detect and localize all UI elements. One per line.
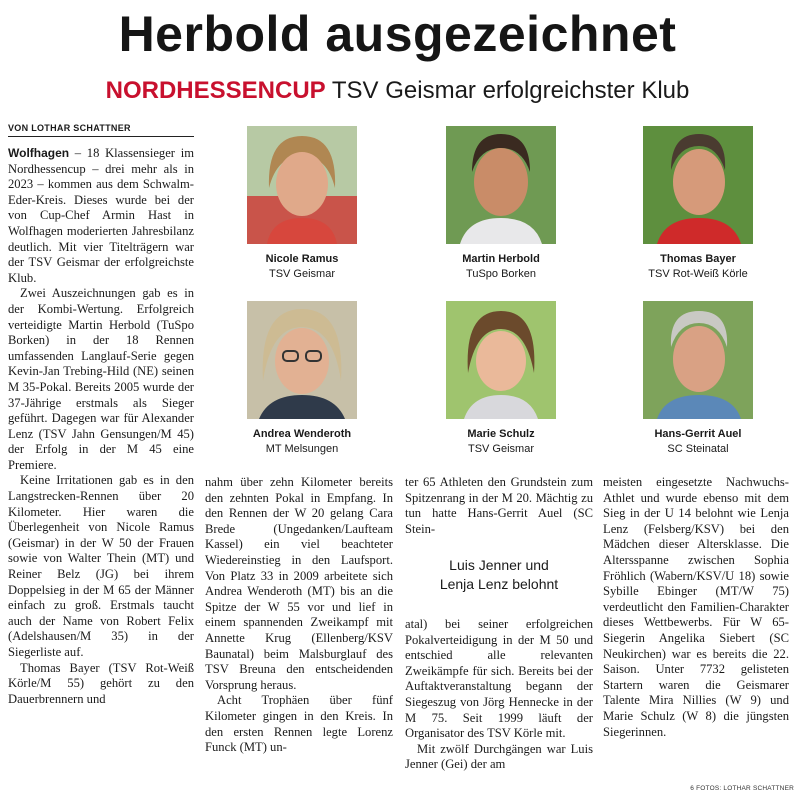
caption xyxy=(227,427,377,457)
headline: Herbold ausgezeichnet xyxy=(118,6,677,62)
portrait-image xyxy=(247,126,357,244)
photo-nicole-ramus xyxy=(247,126,357,244)
dateline: Wolfhagen xyxy=(8,146,70,160)
caption-club: TSV Rot-Weiß Körle xyxy=(648,268,748,280)
subline-text: TSV Geismar erfolgreichster Klub xyxy=(331,77,690,104)
caption xyxy=(227,252,377,282)
caption xyxy=(623,427,773,457)
article-paragraph: Mit zwölf Durchgängen war Luis Jenner (Gei) der am xyxy=(405,741,593,772)
article-paragraph: Thomas Bayer (TSV Rot-Weiß Körle/M 55) gehört zu den Dauerbrennern und xyxy=(8,660,194,706)
caption-name: Andrea Wenderoth xyxy=(252,428,352,440)
article-column-3 xyxy=(405,475,593,537)
article-paragraph: Zwei Auszeichnungen gab es in der Kombi-Wertung. Erfolgreich verteidigte Martin Herbold (TuSpo Borken) in der 18 Rennen umfassenden Langlauf-Serie gegen Kevin-Jan Trebing-Hild (NE) seinen M 35-Pokal. Bereits 2005 wurde der 37-Jährige erstmals als Sieger geführt. Dagegen war für Alexander Lenz (TSV Jahn Gensungen/M 45) der Erfolg in der M 45 eine Premiere. xyxy=(8,286,194,472)
caption-club: TSV Geismar xyxy=(268,268,335,280)
portrait-image xyxy=(643,301,753,419)
caption xyxy=(426,427,576,457)
caption-name: Martin Herbold xyxy=(462,253,540,265)
portrait-image xyxy=(446,126,556,244)
caption xyxy=(426,252,576,282)
article-column-4 xyxy=(603,475,789,740)
portrait-image xyxy=(643,126,753,244)
article-paragraph: atal) bei seiner erfolgreichen Pokalverteidigung in der M 50 und entschied alle relevanten Zweikämpfe für sich. Bereits bei der Auftaktveranstaltung begann der Siegeszug von Jörg Hennecke in der M 75. Seit 1999 läuft der Organisator des TSV Körle mit. xyxy=(405,617,593,741)
section-subhead: Luis Jenner und Lenja Lenz belohnt xyxy=(439,557,559,592)
portrait-image xyxy=(446,301,556,419)
caption-club: MT Melsungen xyxy=(265,443,339,455)
article-paragraph: meisten eingesetzte Nachwuchs-Athlet und wurde ebenso mit dem Sieg in der U 14 belohnt wie Lenja Lenz (Felsberg/KSV) bei den Mädchen dieser Altersklasse. Die Altersspanne zwischen Sophia Fröhlich (Wabern/KSV/U 18) sowie Sybille Ebinger (MT/W 75) verdeutlicht den Familien-Charakter dieses Wettbewerbs. Für W 65-Siegerin Angelika Siebert (SC Neukirchen) war es bereits die 22. Saison. Unter 7732 gelisteten Startern waren die Geismarer Talente Mira Nillies (W 9) und Marie Schulz (W 8) die jüngsten Siegerinnen. xyxy=(603,475,789,739)
article-paragraph: ter 65 Athleten den Grundstein zum Spitzenrang in der M 20. Mächtig zu tun hatte Hans-Gerrit Auel (SC Stein- xyxy=(405,475,593,536)
caption-club: TSV Geismar xyxy=(467,443,534,455)
article-paragraph: Keine Irritationen gab es in den Langstrecken-Rennen über 20 Kilometer. Hier waren die Überlegenheit von Nicole Ramus (Geismar) in der W 50 der Frauen sowie von Walter Thein (MT) und Reiner Belz (JG) bei ihrem Doppelsieg in der M 65 der Männer einfach zu groß. Erstmals taucht auch der Name von Robert Felix (Adelshausen/M 35) in der Siegerliste auf. xyxy=(8,473,194,659)
photo-martin-herbold xyxy=(446,126,556,244)
caption-name: Thomas Bayer xyxy=(660,253,736,265)
article-paragraph: Wolfhagen – 18 Klassensieger im Nordhessencup – drei mehr als in 2023 – kommen aus dem Schwalm-Eder-Kreis. Dieses wurde bei der von Cup-Chef Armin Hast in Wolfhagen moderierten Jahresbilanz deutlich. Mit vier Titelträgern war der TSV Geismar der erfolgreichste Klub. xyxy=(8,146,194,285)
caption-club: TuSpo Borken xyxy=(466,268,536,280)
subline xyxy=(0,76,795,106)
caption-club: SC Steinatal xyxy=(667,443,729,455)
portrait-image xyxy=(247,301,357,419)
caption-name: Marie Schulz xyxy=(467,428,535,440)
article-paragraph: nahm über zehn Kilometer bereits den zehnten Pokal in Empfang. In den Rennen der W 20 gelang Cara Brede (Ungedanken/Laufteam Kassel) ein viel beachteter Wiedereinstieg in den Laufsport. Von Platz 33 in 2009 arbeitete sich Andrea Wenderoth (MT) bis an die Spitze der W 55 vor und lief in einem spannenden Zweikampf mit Annette Krug (Ellenberg/KSV Baunatal) beim Malsburglauf des TSV Breuna den entscheidenden Vorsprung heraus. xyxy=(205,475,393,692)
photo-thomas-bayer xyxy=(643,126,753,244)
caption-name: Hans-Gerrit Auel xyxy=(654,428,742,440)
photo-andrea-wenderoth xyxy=(247,301,357,419)
caption-name: Nicole Ramus xyxy=(265,253,339,265)
article-column-2 xyxy=(205,475,393,756)
article-column-1 xyxy=(8,146,194,707)
photo-credit: 6 FOTOS: LOTHAR SCHATTNER xyxy=(690,785,794,792)
article-column-3-continued xyxy=(405,617,593,773)
article-paragraph: Acht Trophäen über fünf Kilometer gingen in den Kreis. In den ersten Rennen legte Lorenz Funck (MT) un- xyxy=(205,693,393,755)
caption xyxy=(623,252,773,282)
photo-marie-schulz xyxy=(446,301,556,419)
subline-kicker: NORDHESSENCUP xyxy=(105,77,326,104)
byline: VON LOTHAR SCHATTNER xyxy=(8,123,194,137)
photo-hans-gerrit-auel xyxy=(643,301,753,419)
